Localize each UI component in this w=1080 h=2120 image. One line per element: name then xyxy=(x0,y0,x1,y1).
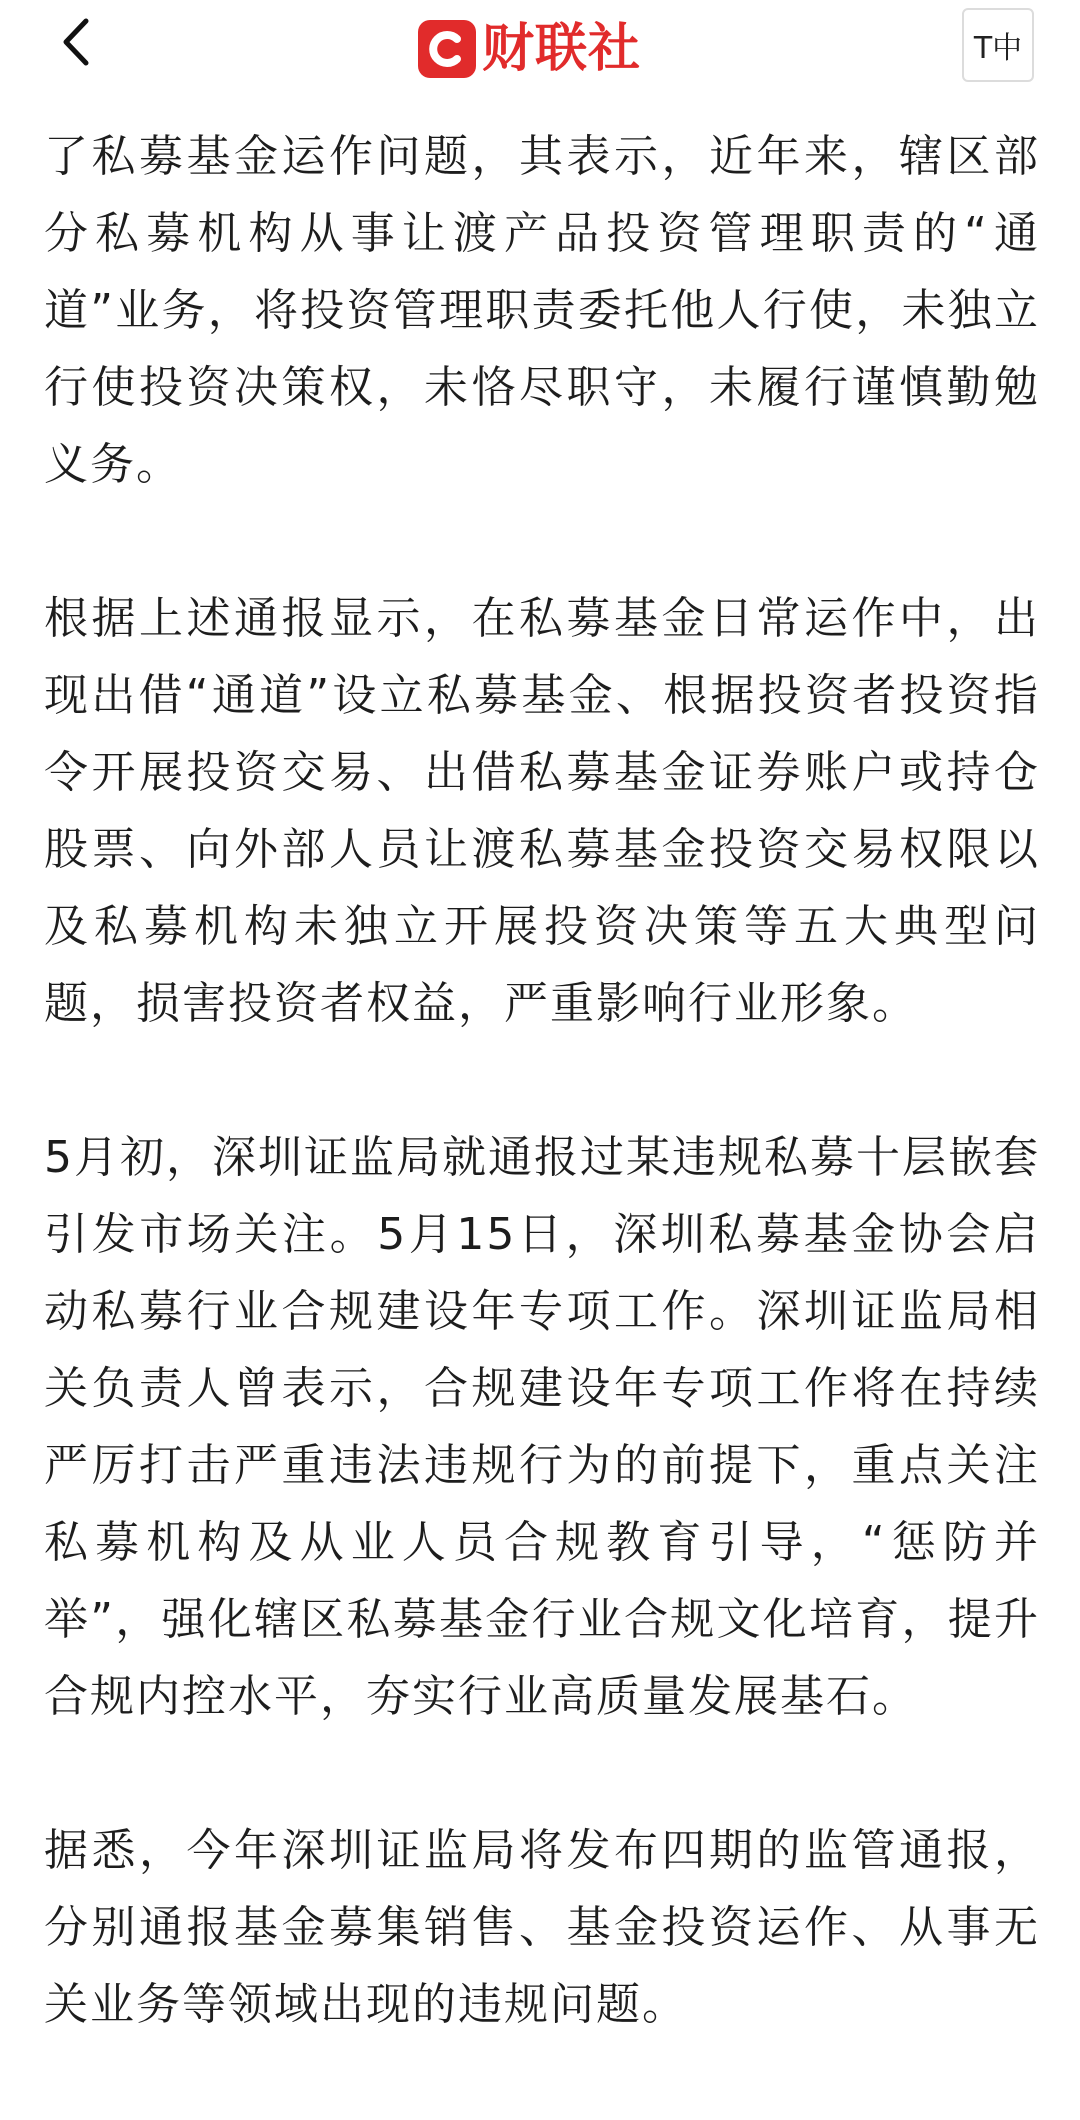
article-paragraph: 了私募基金运作问题，其表示，近年来，辖区部分私募机构从事让渡产品投资管理职责的“通道”业务，将投资管理职责委托他人行使，未独立行使投资决策权，未恪尽职守，未履行谨慎勤勉义务。 xyxy=(44,131,1040,490)
logo-mark xyxy=(418,20,476,78)
logo-c-icon xyxy=(426,28,468,70)
font-size-button[interactable]: T中 xyxy=(962,8,1034,82)
back-button[interactable] xyxy=(48,14,104,70)
article-body xyxy=(44,118,1040,2120)
chevron-left-icon xyxy=(56,17,96,67)
top-bar xyxy=(0,0,1080,98)
logo-text: 财联社 xyxy=(482,19,642,79)
article-paragraph: 5月初，深圳证监局就通报过某违规私募十层嵌套引发市场关注。5月15日，深圳私募基金协会启动私募行业合规建设年专项工作。深圳证监局相关负责人曾表示，合规建设年专项工作将在持续严厉打击严重违法违规行为的前提下，重点关注私募机构及从业人员合规教育引导，“惩防并举”，强化辖区私募基金行业合规文化培育，提升合规内控水平，夯实行业高质量发展基石。 xyxy=(44,1132,1040,1722)
article-paragraph: 据悉，今年深圳证监局将发布四期的监管通报，分别通报基金募集销售、基金投资运作、从事无关业务等领域出现的违规问题。 xyxy=(44,1825,1040,2030)
article-paragraph: 根据上述通报显示，在私募基金日常运作中，出现出借“通道”设立私募基金、根据投资者投资指令开展投资交易、出借私募基金证券账户或持仓股票、向外部人员让渡私募基金投资交易权限以及私募机构未独立开展投资决策等五大典型问题，损害投资者权益，严重影响行业形象。 xyxy=(44,593,1040,1029)
logo xyxy=(418,18,641,80)
